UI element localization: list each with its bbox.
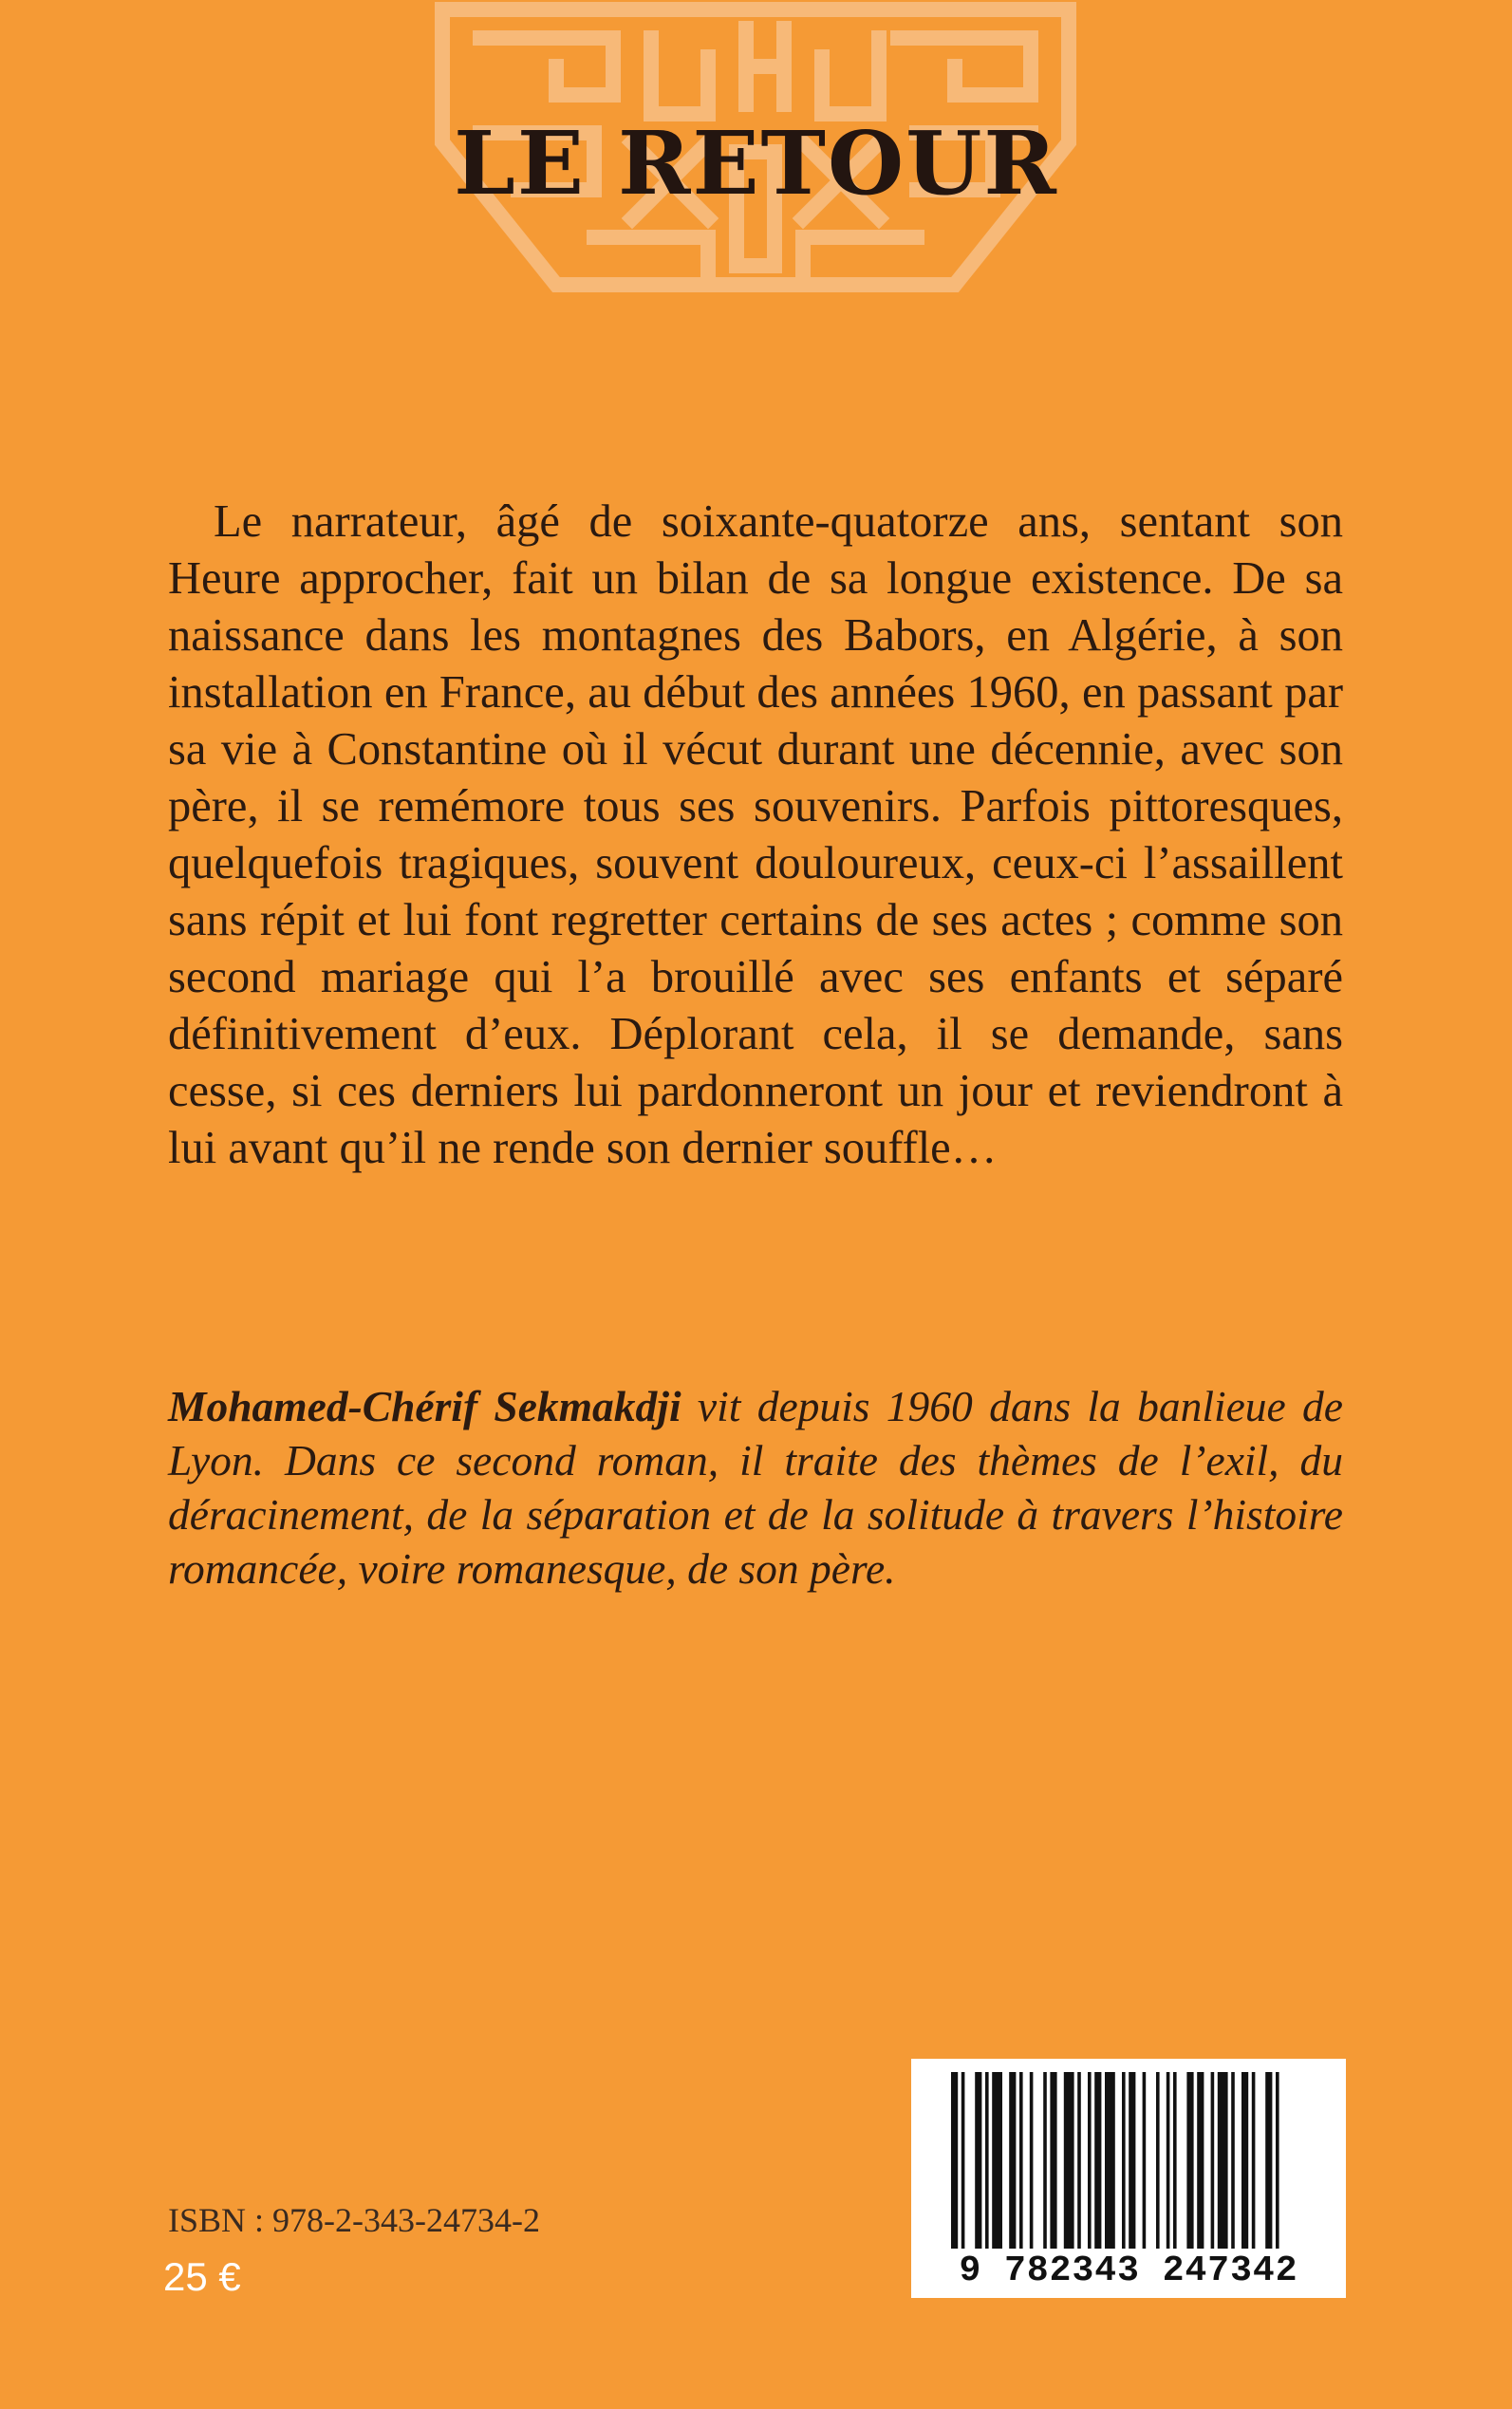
barcode-bar (1211, 2072, 1215, 2249)
barcode-bar (1252, 2072, 1256, 2249)
barcode-bar (1129, 2072, 1135, 2249)
barcode-bars-icon (911, 2059, 1346, 2253)
barcode-bar (1167, 2072, 1170, 2249)
barcode-bar (992, 2072, 1002, 2249)
barcode-bar (1156, 2072, 1160, 2249)
barcode-bar (961, 2072, 965, 2249)
barcode-bar (1088, 2072, 1092, 2249)
price-label: 25 € (163, 2254, 241, 2299)
barcode-bar (1173, 2072, 1177, 2249)
synopsis-text: Le narrateur, âgé de soixante-quatorze ans, sentant son Heure approcher, fait un bilan de sa longue existence. De sa naissance dans les montagnes des Babors, en Algérie, à son installation en France, au début des années 1960, en passant par sa vie à Constantine où il vécut durant une décennie, avec son père, il se remémore tous ses souvenirs. Parfois pittoresques, quelquefois tragiques, souvent douloureux, ceux-ci l’assaillent sans répit et lui font regretter certains de ses actes ; comme son second mariage qui l’a brouillé avec ses enfants et séparé définitivement d’eux. Déplorant cela, il se demande, sans cesse, si ces derniers lui pardonneront un jour et reviendront à lui avant qu’il ne rende son dernier souffle… (168, 496, 1343, 1173)
isbn-label: ISBN : 978-2-343-24734-2 (168, 2201, 540, 2239)
barcode-bar (1122, 2072, 1126, 2249)
barcode-bar (1218, 2072, 1228, 2249)
barcode-bar (1043, 2072, 1047, 2249)
barcode (911, 2059, 1346, 2298)
barcode-bar (985, 2072, 989, 2249)
barcode-bar (1241, 2072, 1248, 2249)
barcode-bar (1077, 2072, 1081, 2249)
barcode-bar (1231, 2072, 1235, 2249)
author-bio (168, 1379, 1343, 1596)
author-name: Mohamed-Chérif Sekmakdji (168, 1382, 681, 1430)
barcode-bar (975, 2072, 981, 2249)
barcode-bar (1019, 2072, 1023, 2249)
barcode-digits: 9 782343 247342 (959, 2250, 1298, 2291)
barcode-bar (1276, 2072, 1279, 2249)
barcode-bar (1265, 2072, 1272, 2249)
barcode-bar (1094, 2072, 1101, 2249)
barcode-bar (1030, 2072, 1034, 2249)
book-title: LE RETOUR (454, 112, 1058, 215)
barcode-bar (1050, 2072, 1056, 2249)
barcode-bar (1197, 2072, 1204, 2249)
barcode-bar (1143, 2072, 1147, 2249)
barcode-bar (951, 2072, 958, 2249)
barcode-bar (1009, 2072, 1016, 2249)
author-bio-text: vit depuis 1960 dans la banlieue de Lyon. Dans ce second roman, il traite des thèmes de l’exil, du déracinement, de la séparation et de la solitude à travers l’histoire romancée, voire romanesque, de son père. (168, 1382, 1343, 1593)
barcode-bar (1186, 2072, 1193, 2249)
barcode-bar (1064, 2072, 1074, 2249)
barcode-bar (1105, 2072, 1115, 2249)
